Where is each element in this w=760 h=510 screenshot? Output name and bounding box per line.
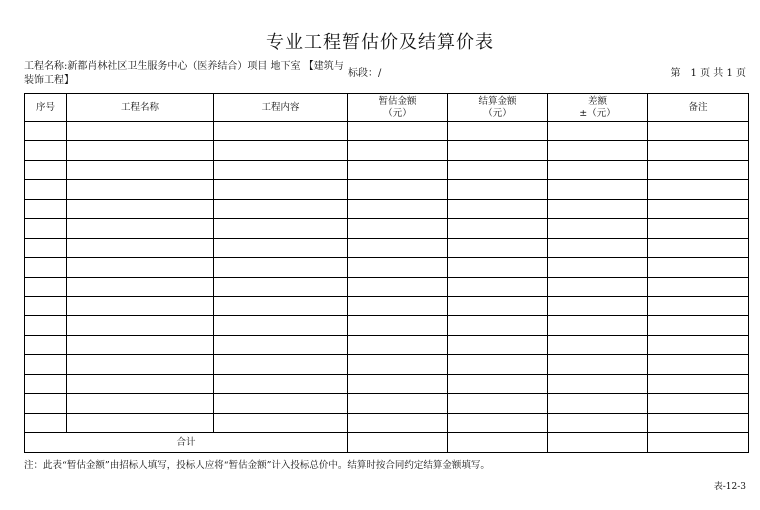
- table-cell: [67, 355, 214, 374]
- table-row: [25, 277, 749, 296]
- table-cell: [214, 374, 348, 393]
- table-cell: [648, 199, 749, 218]
- table-cell: [648, 335, 749, 354]
- table-cell: [548, 160, 648, 179]
- table-cell: [548, 122, 648, 141]
- page-info: 第 1 页 共 1 页: [670, 68, 746, 79]
- table-cell: [548, 238, 648, 257]
- table-row: [25, 122, 749, 141]
- table-row: [25, 355, 749, 374]
- table-cell: [448, 238, 548, 257]
- table-cell: [25, 277, 67, 296]
- table-cell: [214, 335, 348, 354]
- table-cell: [548, 180, 648, 199]
- table-cell: [348, 258, 448, 277]
- total-remarks-cell: [648, 433, 749, 453]
- table-cell: [348, 374, 448, 393]
- table-row: [25, 180, 749, 199]
- table-cell: [214, 219, 348, 238]
- form-number: 表-12-3: [713, 482, 746, 492]
- table-cell: [25, 238, 67, 257]
- table-cell: [214, 258, 348, 277]
- table-cell: [25, 199, 67, 218]
- table-cell: [67, 180, 214, 199]
- bid-section: 标段：/: [348, 68, 382, 79]
- table-cell: [214, 199, 348, 218]
- table-cell: [348, 122, 448, 141]
- table-cell: [348, 316, 448, 335]
- table-cell: [214, 277, 348, 296]
- table-row: [25, 394, 749, 413]
- table-cell: [348, 160, 448, 179]
- table-row: [25, 296, 749, 315]
- table-cell: [67, 141, 214, 160]
- table-cell: [648, 160, 749, 179]
- table-cell: [648, 219, 749, 238]
- col-remarks: 备注: [648, 94, 749, 122]
- table-cell: [214, 296, 348, 315]
- table-cell: [448, 141, 548, 160]
- table-cell: [548, 374, 648, 393]
- table-cell: [448, 258, 548, 277]
- table-cell: [67, 160, 214, 179]
- table-cell: [348, 238, 448, 257]
- table-cell: [348, 296, 448, 315]
- col-content: 工程内容: [214, 94, 348, 122]
- table-cell: [448, 374, 548, 393]
- col-settlement-amount: 结算金额 （元）: [448, 94, 548, 122]
- total-label: 合计: [25, 433, 348, 453]
- table-row: [25, 316, 749, 335]
- table-row: [25, 374, 749, 393]
- table-row: [25, 335, 749, 354]
- table-cell: [25, 160, 67, 179]
- table-cell: [348, 413, 448, 432]
- table-cell: [448, 394, 548, 413]
- table-cell: [25, 335, 67, 354]
- table-cell: [348, 355, 448, 374]
- col-seq: 序号: [25, 94, 67, 122]
- table-cell: [448, 277, 548, 296]
- table-row: [25, 160, 749, 179]
- table-cell: [648, 277, 749, 296]
- table-cell: [67, 277, 214, 296]
- table-cell: [348, 277, 448, 296]
- table-cell: [448, 199, 548, 218]
- table-cell: [67, 122, 214, 141]
- table-cell: [348, 199, 448, 218]
- table-cell: [648, 394, 749, 413]
- table-cell: [214, 394, 348, 413]
- table-cell: [548, 199, 648, 218]
- footnote: 注：此表“暂估金额”由招标人填写，投标人应将“暂估金额”计入投标总价中。结算时按合同约定结算金额填写。: [24, 460, 490, 471]
- table-cell: [648, 374, 749, 393]
- table-cell: [67, 316, 214, 335]
- table-cell: [448, 180, 548, 199]
- table-cell: [25, 296, 67, 315]
- total-settlement-cell: [448, 433, 548, 453]
- table-cell: [348, 180, 448, 199]
- col-project-name: 工程名称: [67, 94, 214, 122]
- table-cell: [448, 413, 548, 432]
- table-cell: [214, 316, 348, 335]
- estimate-table: [24, 93, 749, 453]
- table-cell: [448, 160, 548, 179]
- table-cell: [548, 258, 648, 277]
- table-cell: [548, 277, 648, 296]
- table-cell: [25, 394, 67, 413]
- table-cell: [348, 335, 448, 354]
- table-cell: [348, 141, 448, 160]
- table-cell: [448, 335, 548, 354]
- table-cell: [67, 335, 214, 354]
- table-cell: [648, 413, 749, 432]
- table-cell: [214, 413, 348, 432]
- table-cell: [25, 355, 67, 374]
- table-cell: [67, 258, 214, 277]
- project-label: 工程名称:: [24, 61, 68, 72]
- table-cell: [648, 141, 749, 160]
- table-cell: [648, 258, 749, 277]
- table-cell: [25, 122, 67, 141]
- table-cell: [25, 258, 67, 277]
- table-cell: [548, 141, 648, 160]
- total-estimated-cell: [348, 433, 448, 453]
- table-cell: [25, 316, 67, 335]
- table-cell: [25, 219, 67, 238]
- col-difference: 差额 ±（元）: [548, 94, 648, 122]
- table-cell: [648, 122, 749, 141]
- table-row: [25, 258, 749, 277]
- document-title: 专业工程暂估价及结算价表: [266, 32, 494, 53]
- table-row: [25, 413, 749, 432]
- table-cell: [67, 238, 214, 257]
- table-cell: [67, 199, 214, 218]
- table-cell: [67, 374, 214, 393]
- table-cell: [648, 316, 749, 335]
- table-cell: [214, 122, 348, 141]
- table-cell: [548, 394, 648, 413]
- table-cell: [548, 335, 648, 354]
- table-row: [25, 238, 749, 257]
- table-cell: [448, 316, 548, 335]
- table-cell: [548, 316, 648, 335]
- table-row: [25, 199, 749, 218]
- table-cell: [67, 413, 214, 432]
- table-cell: [348, 219, 448, 238]
- table-cell: [67, 219, 214, 238]
- table-row: [25, 141, 749, 160]
- table-cell: [548, 355, 648, 374]
- table-row: [25, 219, 749, 238]
- table-cell: [214, 355, 348, 374]
- table-cell: [67, 394, 214, 413]
- table-cell: [67, 296, 214, 315]
- project-info: [24, 60, 344, 88]
- table-cell: [548, 219, 648, 238]
- table-cell: [648, 238, 749, 257]
- table-cell: [214, 160, 348, 179]
- project-name: 新都肖林社区卫生服务中心（医养结合）项目 地下室 【建筑与装饰工程】: [24, 61, 344, 86]
- table-cell: [25, 413, 67, 432]
- table-cell: [25, 374, 67, 393]
- table-cell: [214, 238, 348, 257]
- table-cell: [648, 355, 749, 374]
- table-cell: [448, 355, 548, 374]
- table-cell: [348, 394, 448, 413]
- col-estimated-amount: 暂估金额 （元）: [348, 94, 448, 122]
- total-row: [25, 433, 749, 453]
- table-cell: [548, 413, 648, 432]
- table-cell: [548, 296, 648, 315]
- header-row: [25, 94, 749, 122]
- table-cell: [648, 180, 749, 199]
- table-cell: [25, 180, 67, 199]
- table-cell: [448, 219, 548, 238]
- table-cell: [448, 296, 548, 315]
- total-difference-cell: [548, 433, 648, 453]
- table-cell: [648, 296, 749, 315]
- table-cell: [448, 122, 548, 141]
- table-cell: [25, 141, 67, 160]
- table-cell: [214, 180, 348, 199]
- table-cell: [214, 141, 348, 160]
